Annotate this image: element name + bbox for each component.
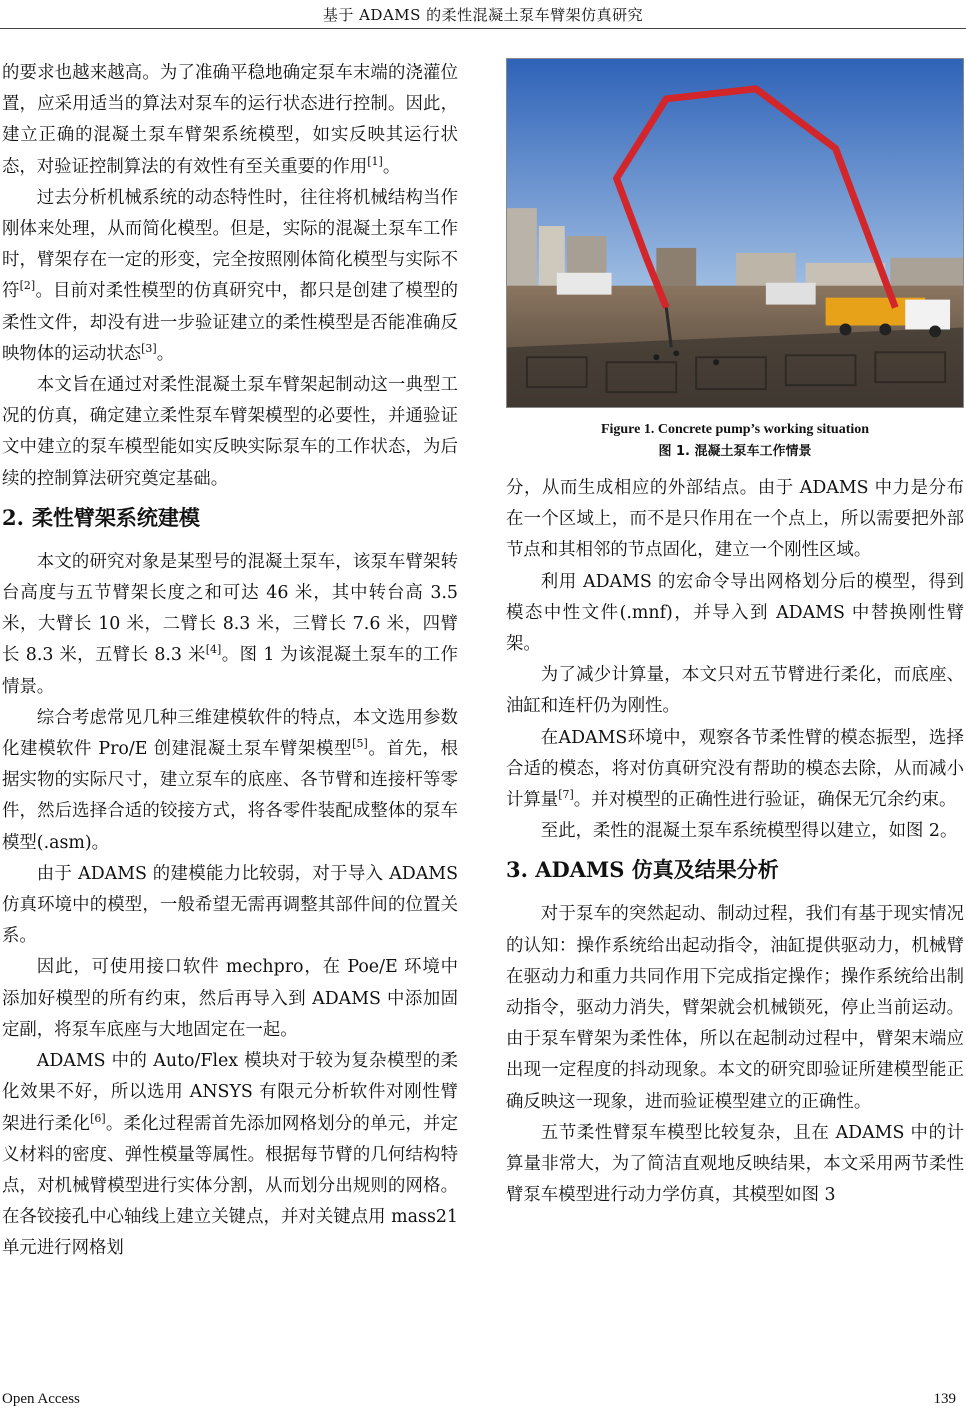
paragraph-2: 过去分析机械系统的动态特性时，往往将机械结构当作刚体来处理，从而简化模型。但是，实际的混凝土泵车工作时，臂架存在一定的形变，完全按照刚体简化模型与实际不符[2]。目前对柔性模型的仿真研究中，都只是创建了模型的柔性文件，却没有进一步验证建立的柔性模型是否能准确反映物体的运动状态[3]。 <box>2 187 458 364</box>
left-column <box>2 58 458 1265</box>
paragraph-5: 综合考虑常见几种三维建模软件的特点，本文选用参数化建模软件 Pro/E 创建混凝土泵车臂架模型[5]。首先，根据实物的实际尺寸，建立泵车的底座、各节臂和连接杆等零件，然后选择合适的铰接方式，将各零件装配成整体的泵车模型(.asm)。 <box>2 707 458 853</box>
paragraph-r3: 为了减少计算量，本文只对五节臂进行柔化，而底座、油缸和连杆仍为刚性。 <box>506 665 964 717</box>
section-heading-2: 2. 柔性臂架系统建模 <box>2 504 200 530</box>
running-header: 基于 ADAMS 的柔性混凝土泵车臂架仿真研究 <box>322 6 644 24</box>
citation-3: [3] <box>141 342 157 356</box>
footer-open-access: Open Access <box>2 1391 80 1407</box>
paragraph-4: 本文的研究对象是某型号的混凝土泵车，该泵车臂架转台高度与五节臂架长度之和可达 46 米，其中转台高 3.5 米，大臂长 10 米，二臂长 8.3 米，三臂长 7.6 米，四臂长 8.3 米，五臂长 8.3 米[4]。图 1 为该混凝土泵车的工作情景。 <box>2 551 458 697</box>
figure-1 <box>506 58 964 459</box>
page-number: 139 <box>933 1391 956 1407</box>
section-heading-3: 3. ADAMS 仿真及结果分析 <box>506 857 779 883</box>
paragraph-1: 的要求也越来越高。为了准确平稳地确定泵车末端的浇灌位置，应采用适当的算法对泵车的运行状态进行控制。因此，建立正确的混凝土泵车臂架系统模型，如实反映其运行状态，对验证控制算法的有效性有至关重要的作用[1]。 <box>2 63 458 177</box>
paragraph-r5: 至此，柔性的混凝土泵车系统模型得以建立，如图 2。 <box>540 821 958 842</box>
paragraph-r2: 利用 ADAMS 的宏命令导出网格划分后的模型，得到模态中性文件(.mnf)，并导入到 ADAMS 中替换刚性臂架。 <box>506 571 964 655</box>
paragraph-r7: 五节柔性臂泵车模型比较复杂，且在 ADAMS 中的计算量非常大，为了简洁直观地反映结果，本文采用两节柔性臂泵车模型进行动力学仿真，其模型如图 3 <box>506 1122 964 1206</box>
right-column <box>506 58 964 1211</box>
citation-7: [7] <box>558 788 574 802</box>
paragraph-r1: 分，从而生成相应的外部结点。由于 ADAMS 中力是分布在一个区域上，而不是只作用在一个点上，所以需要把外部节点和其相邻的节点固化，建立一个刚性区域。 <box>506 478 964 561</box>
citation-5: [5] <box>352 737 368 751</box>
concrete-pump-photo <box>506 58 964 408</box>
figure-caption-en: Figure 1. Concrete pump’s working situation <box>600 422 870 437</box>
paragraph-3: 本文旨在通过对柔性混凝土泵车臂架起制动这一典型工况的仿真，确定建立柔性泵车臂架模型的必要性，并通验证文中建立的泵车模型能如实反映实际泵车的工作状态，为后续的控制算法研究奠定基础。 <box>2 375 458 489</box>
citation-1: [1] <box>367 154 383 168</box>
paragraph-r4: 在ADAMS环境中，观察各节柔性臂的模态振型，选择合适的模态，将对仿真研究没有帮助的模态去除，从而减小计算量[7]。并对模型的正确性进行验证，确保无冗余约束。 <box>506 727 964 811</box>
paragraph-6: 由于 ADAMS 的建模能力比较弱，对于导入 ADAMS 仿真环境中的模型，一般希望无需再调整其部件间的位置关系。 <box>2 863 458 947</box>
citation-6: [6] <box>90 1111 106 1125</box>
paragraph-r6: 对于泵车的突然起动、制动过程，我们有基于现实情况的认知：操作系统给出起动指令，油缸提供驱动力，机械臂在驱动力和重力共同作用下完成指定操作；操作系统给出制动指令，驱动力消失，臂架就会机械锁死，停止当前运动。由于泵车臂架为柔性体，所以在起制动过程中，臂架末端应出现一定程度的抖动现象。本文的研究即验证所建模型能正确反映这一现象，进而验证模型建立的正确性。 <box>506 904 964 1112</box>
paragraph-7: 因此，可使用接口软件 mechpro，在 Poe/E 环境中添加好模型的所有约束，然后再导入到 ADAMS 中添加固定副，将泵车底座与大地固定在一起。 <box>2 957 458 1040</box>
figure-caption-zh: 图 1. 混凝土泵车工作情景 <box>658 444 812 459</box>
paragraph-8: ADAMS 中的 Auto/Flex 模块对于较为复杂模型的柔化效果不好，所以选用 ANSYS 有限元分析软件对刚性臂架进行柔化[6]。柔化过程需首先添加网格划分的单元，并定义材料的密度、弹性模量等属性。根据每节臂的几何结构特点，对机械臂模型进行实体分割，从而划分出规则的网格。在各铰接孔中心轴线上建立关键点，并对关键点用 mass21 单元进行网格划 <box>2 1051 458 1259</box>
citation-4: [4] <box>205 643 222 657</box>
header-rule <box>0 28 966 29</box>
citation-2: [2] <box>19 279 36 293</box>
